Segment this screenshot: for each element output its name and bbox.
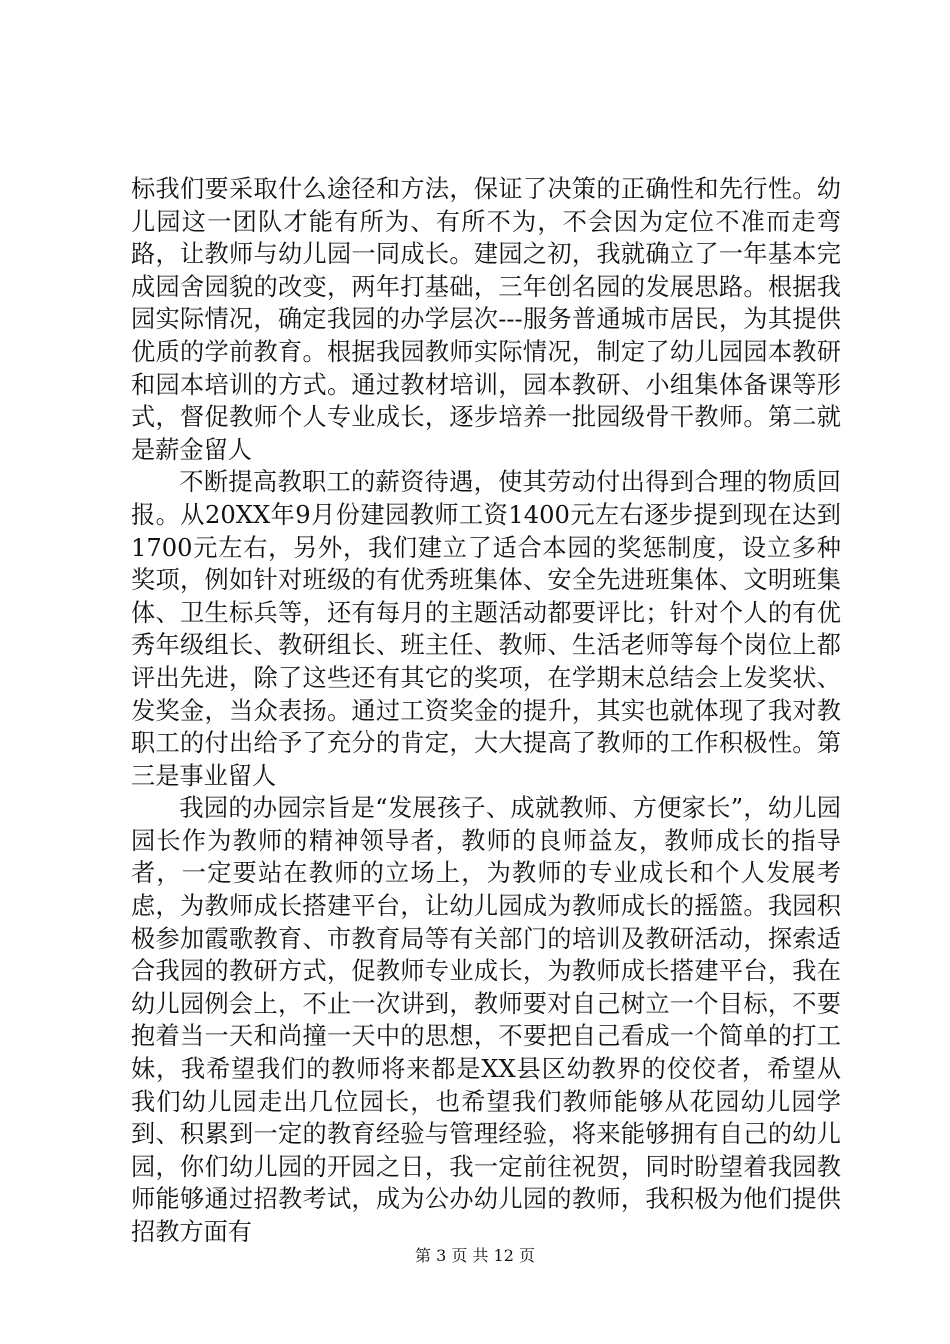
page-footer	[0, 1243, 950, 1266]
paragraph-career: 我园的办园宗旨是“发展孩子、成就教师、方便家长”，幼儿园园长作为教师的精神领导者，教师的良师益友，教师成长的指导者，一定要站在教师的立场上，为教师的专业成长和个人发展考虑，为教师成长搭建平台，让幼儿园成为教师成长的摇篮。我园积极参加霞歌教育、市教育局等有关部门的培训及教研活动，探索适合我园的教研方式，促教师专业成长，为教师成长搭建平台，我在幼儿园例会上，不止一次讲到，教师要对自己树立一个目标，不要抱着当一天和尚撞一天中的思想，不要把自己看成一个简单的打工妹，我希望我们的教师将来都是XX县区幼教界的佼佼者，希望从我们幼儿园走出几位园长，也希望我们教师能够从花园幼儿园学到、积累到一定的教育经验与管理经验，将来能够拥有自己的幼儿园，你们幼儿园的开园之日，我一定前往祝贺，同时盼望着我园教师能够通过招教考试，成为公办幼儿园的教师，我积极为他们提供招教方面有	[131, 794, 841, 1246]
paragraph-salary: 不断提高教职工的薪资待遇，使其劳动付出得到合理的物质回报。从20XX年9月份建园教师工资1400元左右逐步提到现在达到1700元左右，另外，我们建立了适合本园的奖惩制度，设立多种奖项，例如针对班级的有优秀班集体、安全先进班集体、文明班集体、卫生标兵等，还有每月的主题活动都要评比；针对个人的有优秀年级组长、教研组长、班主任、教师、生活老师等每个岗位上都评出先进，除了这些还有其它的奖项，在学期末总结会上发奖状、发奖金，当众表扬。通过工资奖金的提升，其实也就体现了我对教职工的付出给予了充分的肯定，大大提高了教师的工作积极性。第三是事业留人	[131, 468, 841, 790]
document-body	[131, 173, 841, 1249]
paragraph-continued: 标我们要采取什么途径和方法，保证了决策的正确性和先行性。幼儿园这一团队才能有所为、有所不为，不会因为定位不准而走弯路，让教师与幼儿园一同成长。建园之初，我就确立了一年基本完成园舍园貌的改变，两年打基础，三年创名园的发展思路。根据我园实际情况，确定我园的办学层次---服务普通城市居民，为其提供优质的学前教育。根据我园教师实际情况，制定了幼儿园园本教研和园本培训的方式。通过教材培训，园本教研、小组集体备课等形式，督促教师个人专业成长，逐步培养一批园级骨干教师。第二就是薪金留人	[131, 175, 841, 464]
page-number-label: 第 3 页 共 12 页	[415, 1246, 535, 1265]
